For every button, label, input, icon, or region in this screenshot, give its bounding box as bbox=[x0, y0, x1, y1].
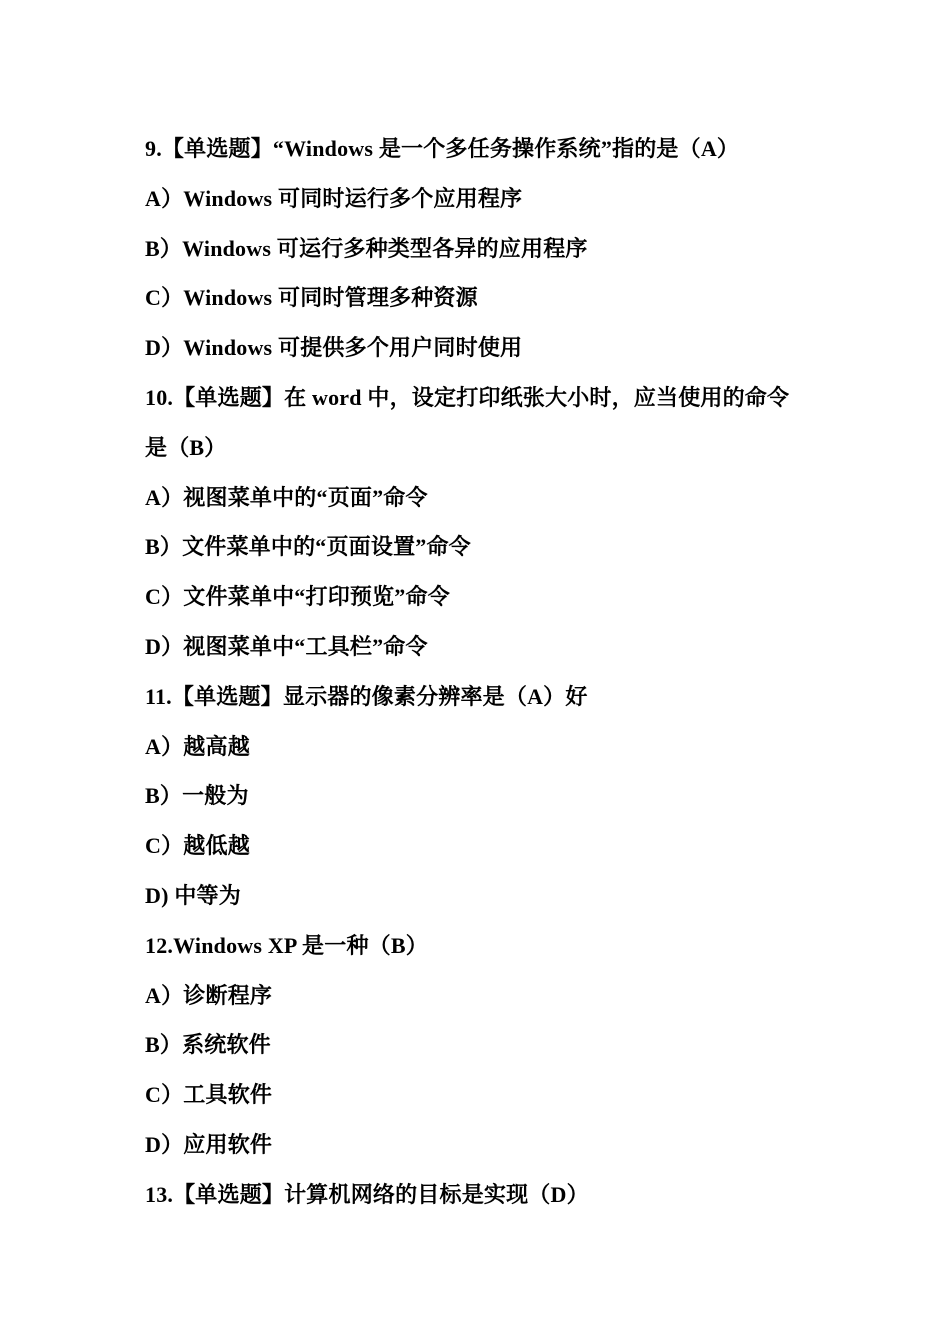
question-9-option-a: A）Windows 可同时运行多个应用程序 bbox=[145, 185, 523, 211]
question-9-option-c: C）Windows 可同时管理多种资源 bbox=[145, 285, 478, 311]
question-12-option-b: B）系统软件 bbox=[145, 1032, 271, 1058]
question-10-stem-continued: 是（B） bbox=[145, 434, 227, 460]
question-12-stem: 12.Windows XP 是一种（B） bbox=[145, 932, 428, 958]
question-11-option-d: D) 中等为 bbox=[145, 882, 241, 908]
question-12-option-d: D）应用软件 bbox=[145, 1131, 273, 1157]
question-12-option-c: C）工具软件 bbox=[145, 1082, 273, 1108]
document-body bbox=[145, 124, 825, 1220]
question-11-option-c: C）越低越 bbox=[145, 833, 250, 859]
question-10-option-c: C）文件菜单中“打印预览”命令 bbox=[145, 584, 450, 610]
question-10-option-a: A）视图菜单中的“页面”命令 bbox=[145, 484, 428, 510]
question-12-option-a: A）诊断程序 bbox=[145, 982, 273, 1008]
question-11-option-a: A）越高越 bbox=[145, 733, 250, 759]
question-10-option-d: D）视图菜单中“工具栏”命令 bbox=[145, 633, 428, 659]
question-10-stem: 10.【单选题】在 word 中，设定打印纸张大小时，应当使用的命令 bbox=[145, 384, 790, 410]
question-13-stem: 13.【单选题】计算机网络的目标是实现（D） bbox=[145, 1181, 589, 1207]
question-9-option-b: B）Windows 可运行多种类型各异的应用程序 bbox=[145, 235, 588, 261]
question-11-stem: 11.【单选题】显示器的像素分辨率是（A）好 bbox=[145, 683, 588, 709]
question-9-stem: 9.【单选题】“Windows 是一个多任务操作系统”指的是（A） bbox=[145, 136, 740, 161]
question-11-option-b: B）一般为 bbox=[145, 783, 249, 809]
question-9-option-d: D）Windows 可提供多个用户同时使用 bbox=[145, 335, 523, 361]
question-10-option-b: B）文件菜单中的“页面设置”命令 bbox=[145, 534, 471, 560]
